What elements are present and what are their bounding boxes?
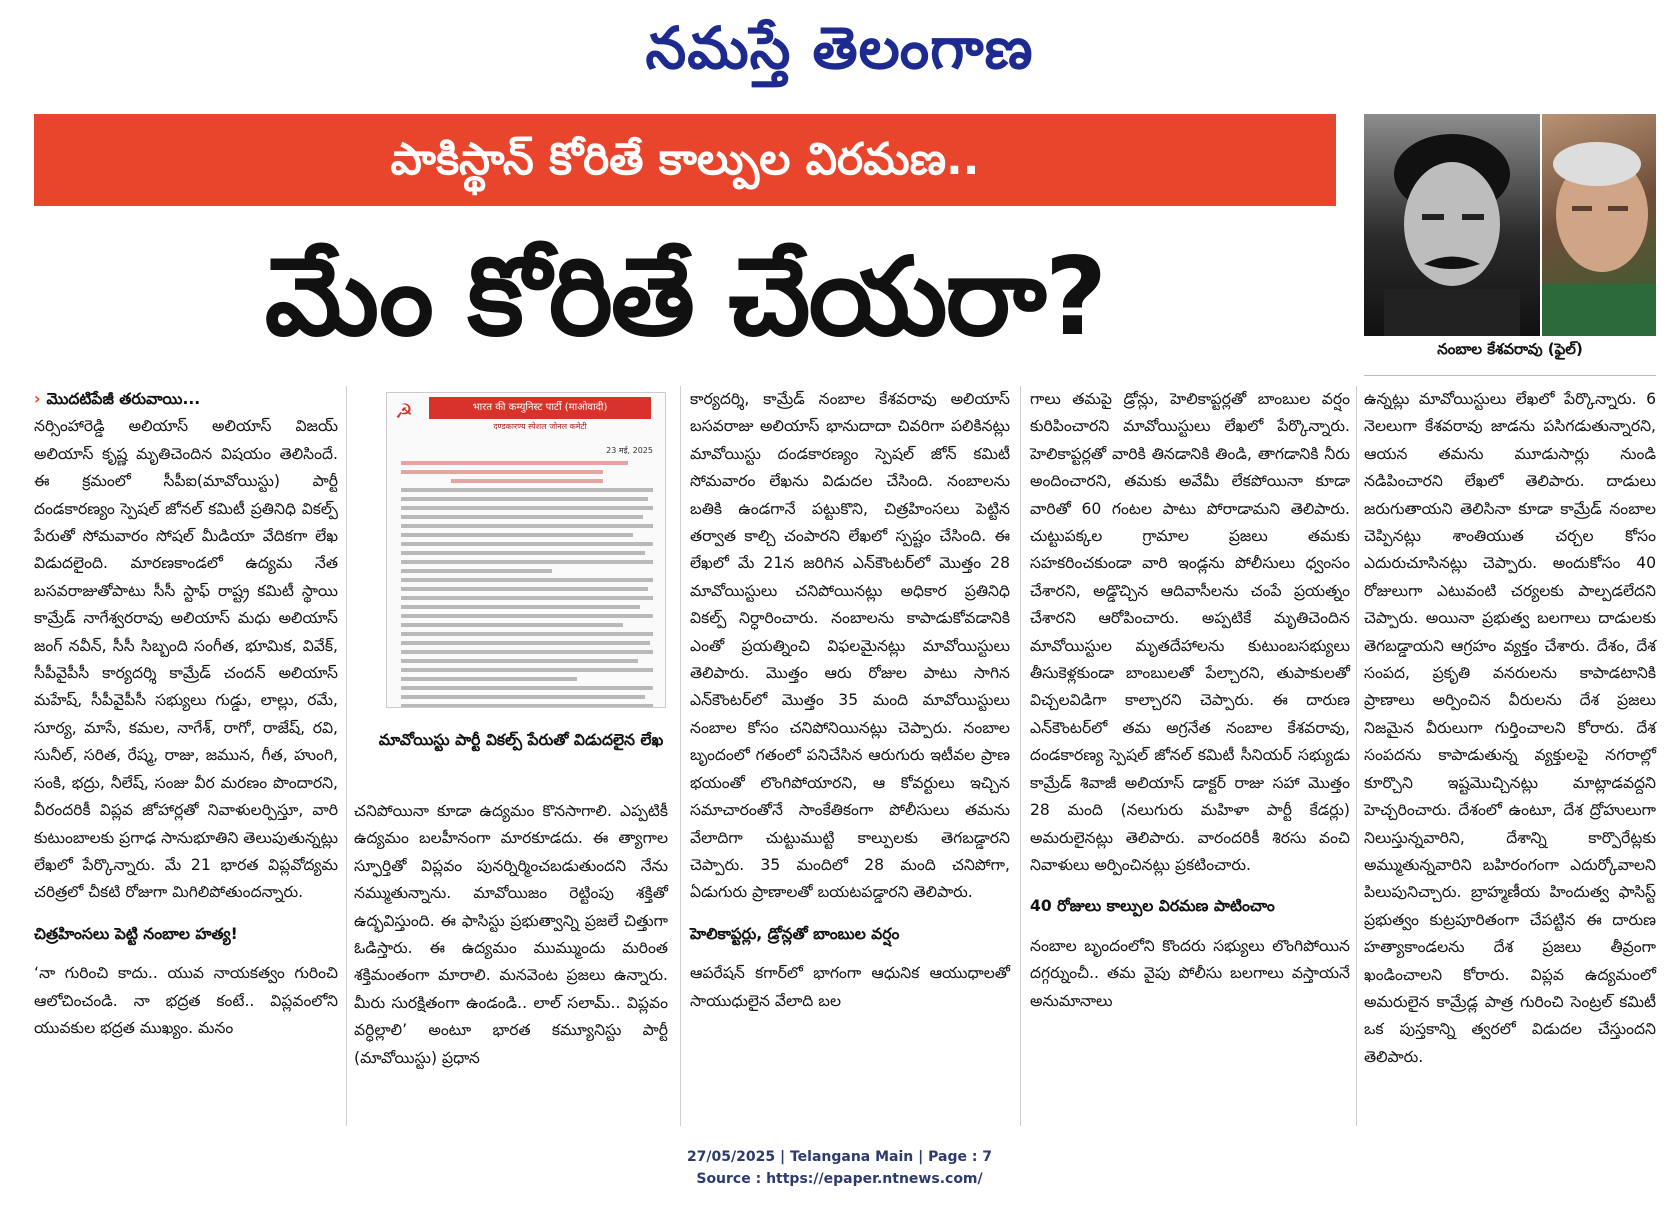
footer-source: Source : https://epaper.ntnews.com/: [696, 1171, 983, 1187]
article-column-2: [354, 798, 668, 1072]
letter-body-lines: [401, 461, 653, 708]
subheading-helicopters: హెలికాప్టర్లు, డ్రోన్లతో బాంబుల వర్షం: [690, 924, 900, 943]
column-1b-text: ‘నా గురించి కాదు.. యువ నాయకత్వం గురించి ఆలోచించండి. నా భద్రత కంటే.. విప్లవంలోని యువకుల భద్రత ముఖ్యం. మనం: [34, 964, 338, 1037]
portrait-photo-deceased: [1542, 114, 1656, 336]
column-1-text: నర్సింహారెడ్డి అలియాస్ అలియాస్ విజయ్ అలియాస్ కృష్ణ మృతిచెందిన విషయం తెలిసిందే. ఈ క్రమంలో సీపీఐ(మావోయిస్టు) పార్టీ దండకారణ్యం స్పెషల్ జోనల్ కమిటీ ప్రతినిధి వికల్ప్ పేరుతో సోమవారం సోషల్ మీడియా వేదికగా లేఖ విడుదలైంది. మారణకాండలో ఉద్యమ నేత బసవరాజుతోపాటు సీసీ స్టాఫ్ రాష్ట్ర కమిటీ స్థాయి కామ్రేడ్ నాగేశ్వరరావు అలియాస్ మధు అలియాస్ జంగ్ నవీన్, సీసీ సిబ్బంది సంగీత, భూమిక, వివేక్, సీపీవైపీసీ కార్యదర్శి కామ్రేడ్ చందన్ అలియాస్ మహేష్, సీపీవైపీసీ సభ్యులు గుడ్డు, లాల్లు, రమే, సూర్య, మాసే, కమల, నాగేశ్, రాగో, రాజేష్, రవి, సునీల్, సరిత, రేష్మ, రాజు, జమున, గీత, హుంగి, సంకి, భద్రు, నీలేష్, సంజు వీర మరణం పొందారని, వీరందరికీ విప్లవ జోహార్లతో నివాళులర్పిస్తూ, వారి కుటుంబాలకు ప్రగాఢ సానుభూతిని తెలుపుతున్నట్లు లేఖలో పేర్కొన్నారు. మే 21 భారత విప్లవోద్యమ చరిత్రలో చీకటి రోజుగా మిగిలిపోతుందన్నారు.: [34, 417, 338, 902]
caption-divider: [1364, 375, 1656, 376]
column-divider: [346, 386, 347, 1126]
letter-date: 23 मई, 2025: [606, 446, 653, 455]
photo-caption: నంబాల కేశవరావు (ఫైల్): [1437, 340, 1583, 358]
letter-clipping-image: [386, 392, 666, 708]
portrait-photo-young: [1364, 114, 1540, 336]
page-footer: [0, 1146, 1679, 1190]
article-column-3: [690, 386, 1010, 1015]
kicker-banner: పాకిస్థాన్ కోరితే కాల్పుల విరమణ..: [34, 114, 1336, 206]
article-column-1: [34, 386, 338, 1042]
chevron-right-icon: ›: [34, 390, 41, 408]
clipping-caption: మావోయిస్టు పార్టీ వికల్ప్ పేరుతో విడుదలైన లేఖ: [378, 731, 664, 749]
article-column-5: [1364, 386, 1656, 1071]
column-4b-text: నంబాల బృందంలోని కొందరు సభ్యులు లొంగిపోయిన దగ్గర్నుంచీ.. తమ వైపు పోలీసు బలగాలు వస్తాయనే అనుమానాలు: [1030, 936, 1350, 1010]
column-5-text: ఉన్నట్లు మావోయిస్టులు లేఖలో పేర్కొన్నారు. 6 నెలలుగా కేశవరావు జాడను పసిగడుతున్నారని, ఆయన తమను మూడుసార్లు నుండి నడిపించారని లేఖలో తెలిపారు. దాడులు జరుగుతాయని తెలిసినా కూడా కామ్రేడ్ నంబాల చెప్పినట్లు శాంతియుత చర్చల కోసం ఎదురుచూసినట్లు చెప్పారు. అందుకోసం 40 రోజులుగా ఎటువంటి చర్యలకు పాల్పడలేదని చెప్పారు. అయినా ప్రభుత్వ బలగాలు దాడులకు తెగబడ్డాయని ఆగ్రహం వ్యక్తం చేశారు. దేశం, దేశ సంపద, ప్రకృతి వనరులను కాపాడటానికి ప్రాణాలు అర్పించిన వీరులను దేశ ప్రజలు నిజమైన వీరులుగా గుర్తించాలని కోరారు. దేశ సంపదను కాపాడుతున్న వ్యక్తులపై నగరాల్లో కూర్చొని ఇష్టమొచ్చినట్లు మాట్లాడవద్దని హెచ్చరించారు. దేశంలో ఉంటూ, దేశ ద్రోహులుగా నిలుస్తున్నవారిని, దేశాన్ని కార్పొరేట్లకు అమ్ముతున్నవారిని బహిరంగంగా ఎదుర్కోవాలని పిలుపునిచ్చారు. బ్రాహ్మణీయ హిందుత్వ ఫాసిస్ట్ ప్రభుత్వం కుట్రపూరితంగా చేపట్టిన ఈ దారుణ హత్యాకాండలను దేశ ప్రజలు తీవ్రంగా ఖండించాలని కోరారు. విప్లవ ఉద్యమంలో అమరులైన కామ్రేడ్ల పాత్ర గురించి సెంట్రల్ కమిటీ ఒక పుస్తకాన్ని త్వరలో విడుదల చేస్తుందని తెలిపారు.: [1364, 390, 1656, 1066]
column-divider: [1020, 386, 1021, 1126]
footer-date-page: 27/05/2025 | Telangana Main | Page : 7: [686, 1149, 993, 1165]
column-3-text: కార్యదర్శి, కామ్రేడ్ నంబాల కేశవరావు అలియాస్ బసవరాజు అలియాస్ భానుదాదా చివరిగా పలికినట్లు మావోయిస్టు దండకారణ్యం స్పెషల్ జోన్ కమిటీ సోమవారం లేఖను విడుదల చేసింది. నంబాలను బతికి ఉండగానే పట్టుకొని, చిత్రహింసలు పెట్టిన తర్వాత కాల్చి చంపారని లేఖలో స్పష్టం చేసింది. ఈ లేఖలో మే 21న జరిగిన ఎన్‌కౌంటర్‌లో మొత్తం 28 మావోయిస్టులు చనిపోయినట్లు అధికార ప్రతినిధి వికల్ప్ నిర్ధారించారు. నంబాలను కాపాడుకోవడానికి ఎంతో ప్రయత్నించి విఫలమైనట్లు మావోయిస్టులు తెలిపారు. మొత్తం ఆరు రోజుల పాటు సాగిన ఎన్‌కౌంటర్‌లో మొత్తం 35 మంది మావోయిస్టులు నంబాల కోసం చనిపోనియినట్లు చెప్పారు. నంబాల బృందంలో గతంలో పనిచేసిన ఆరుగురు ఇటీవల ప్రాణ భయంతో లొంగిపోయారని, ఆ కోవర్టులు ఇచ్చిన సమాచారంతోనే సాంకేతికంగా పోలీసులు తమను వేలాదిగా చుట్టుముట్టి కాల్పులకు తెగబడ్డారని చెప్పారు. 35 మందిలో 28 మంది చనిపోగా, ఏడుగురు ప్రాణాలతో బయటపడ్డారని తెలిపారు.: [690, 390, 1010, 902]
letter-subheader: दण्डकारण्य स्पेशल जोनल कमेटी: [493, 422, 587, 431]
hammer-sickle-icon: ☭: [395, 399, 413, 423]
subheading-ceasefire: 40 రోజులు కాల్పుల విరమణ పాటించాం: [1030, 897, 1275, 916]
subheading-torture: చిత్రహింసలు పెట్టి నంబాల హత్య!: [34, 924, 238, 943]
column-4-text: గాలు తమపై డ్రోన్లు, హెలికాప్టర్లతో బాంబుల వర్షం కురిపించారని మావోయిస్టులు లేఖలో పేర్కొన్నారు. హెలికాప్టర్లతో వారికి తినడానికి తిండి, తాగడానికి నీరు అందించారని, తమకు అవేమీ లేకపోయినా కూడా వారితో 60 గంటల పాటు పోరాడామని తెలిపారు. చుట్టుపక్కల గ్రామాల ప్రజలు తమకు సహకరించకుండా వారి ఇండ్లను పోలీసులు ధ్వంసం చేశారని, అడ్డొచ్చిన ఆదివాసీలను చంపే ప్రయత్నం చేశారని ఆరోపించారు. అప్పటికే మృతిచెందిన మావోయిస్టుల మృతదేహాలను కుటుంబసభ్యులు తీసుకెళ్లకుండా బాంబులతో పేల్చారని, తుపాకులతో విచ్చలవిడిగా కాల్చారని చెప్పారు. ఈ దారుణ ఎన్‌కౌంటర్‌లో తమ అగ్రనేత నంబాల కేశవరావు, దండకారణ్య స్పెషల్ జోనల్ కమిటీ సీనియర్ సభ్యుడు కామ్రేడ్ శివాజీ అలియాస్ డాక్టర్ రాజు సహా మొత్తం 28 మంది (నలుగురు మహిళా పార్టీ కేడర్లు) అమరులైనట్లు తెలిపారు. వారందరికీ శిరసు వంచి నివాళులు అర్పించినట్లు ప్రకటించారు.: [1030, 390, 1350, 874]
column-divider: [1356, 386, 1357, 1126]
column-3b-text: ఆపరేషన్ కగార్‌లో భాగంగా ఆధునిక ఆయుధాలతో సాయుధులైన వేలాది బల: [690, 964, 1010, 1010]
column-2-text: చనిపోయినా కూడా ఉద్యమం కొనసాగాలి. ఎప్పటికీ ఉద్యమం బలహీనంగా మారకూడదు. ఈ త్యాగాల స్ఫూర్తితో విప్లవం పునర్నిర్మించబడుతుందని నేను నమ్ముతున్నాను. మావోయిజం రెట్టింపు శక్తితో ఉద్భవిస్తుంది. ఈ ఫాసిస్టు ప్రభుత్వాన్ని ప్రజలే చిత్తుగా ఓడిస్తారు. ఈ ఉద్యమం ముమ్ముందు మరింత శక్తిమంతంగా మారాలి. మనవెంట ప్రజలు ఉన్నారు. మీరు సురక్షితంగా ఉండండి.. లాల్ సలామ్.. విప్లవం వర్ధిల్లాలి’ అంటూ భారత కమ్యూనిస్టు పార్టీ (మావోయిస్టు) ప్రధాన: [354, 802, 668, 1067]
continuation-lede: [34, 386, 338, 413]
main-headline: మేం కోరితే చేయరా?: [264, 235, 1106, 360]
masthead-logo: నమస్తే తెలంగాణ: [645, 14, 1034, 82]
column-divider: [680, 386, 681, 1126]
letter-header: भारत की कम्युनिस्ट पार्टी (माओवादी): [429, 397, 651, 419]
lede-text: మొదటిపేజీ తరువాయి...: [46, 390, 201, 408]
article-column-4: [1030, 386, 1350, 1015]
